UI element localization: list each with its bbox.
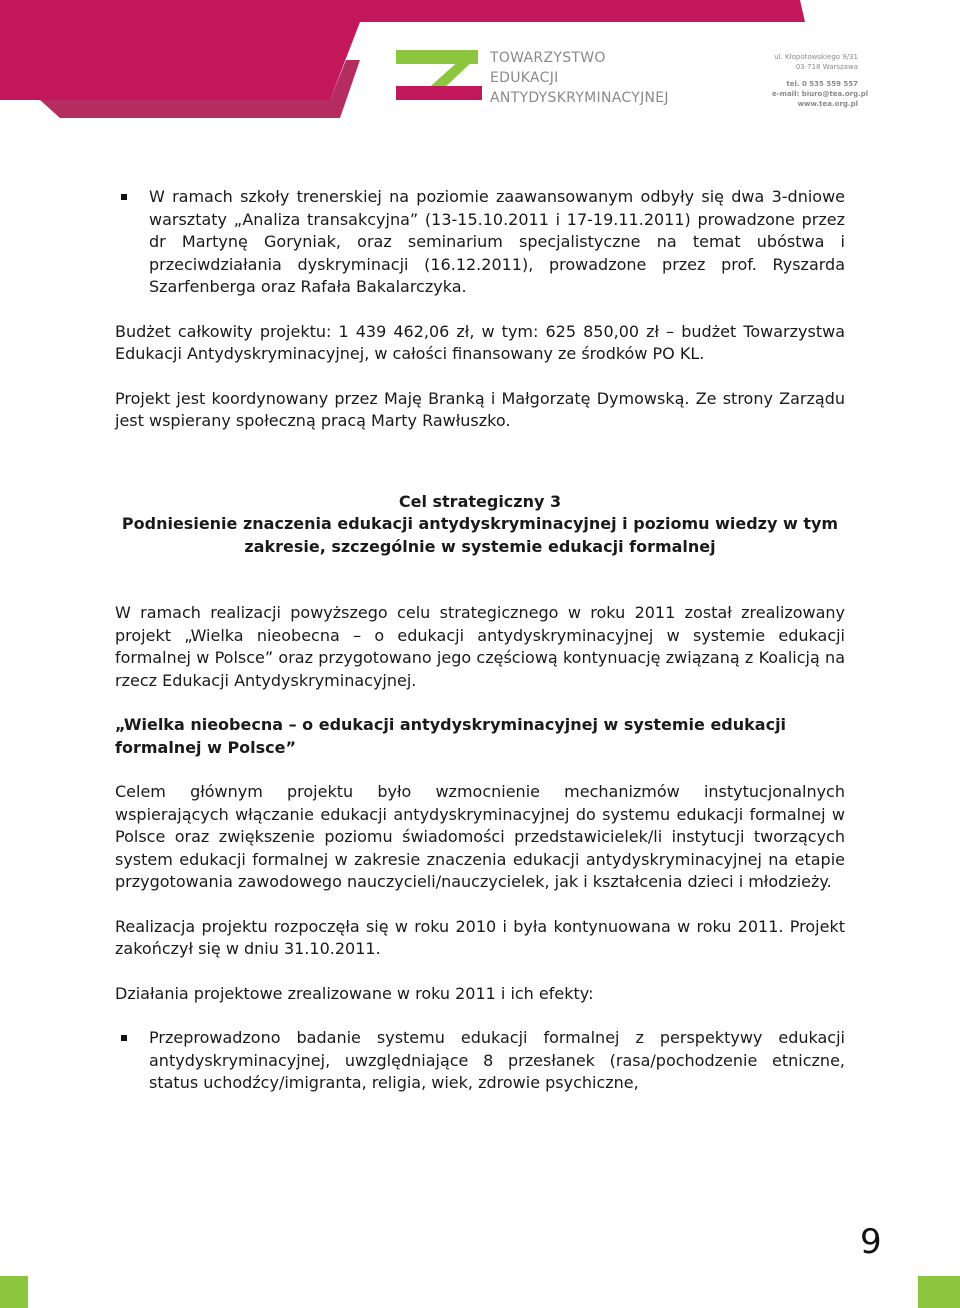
phone: tel. 0 535 559 557 (786, 80, 858, 88)
section-title: Cel strategiczny 3 (398, 491, 562, 511)
logo-wordmark (490, 48, 669, 108)
budget-paragraph: Budżet całkowity projektu: 1 439 462,06 zł, w tym: 625 850,00 zł – budżet Towarzystwa Edukacji Antydyskryminacyjnej, w całości finansowany ze środków PO KL. (115, 321, 845, 363)
contact-info (772, 52, 869, 109)
bullet-text: Przeprowadzono badanie systemu edukacji formalnej z perspektywy edukacji antydyskryminacyjnej, uwzględniające 8 przesłanek (rasa/pochodzenie etniczne, status uchodźcy/imigranta, religia, wiek, zdrowie psychiczne, (149, 1028, 845, 1092)
section-subtitle: Podniesienie znaczenia edukacji antydyskryminacyjnej i poziomu wiedzy w tym zakresie, szczególnie w systemie edukacji formalnej (121, 514, 839, 556)
bullet-text: W ramach szkoły trenerskiej na poziomie zaawansowanym odbyły się dwa 3-dniowe warsztaty „Analiza transakcyjna” (13-15.10.2011 i 17-19.11.2011) prowadzone przez dr Martynę Goryniak, oraz seminarium specjalistyczne na temat ubóstwa i przeciwdziałania dyskryminacji (16.12.2011), prowadzone przez prof. Ryszarda Szarfenberga oraz Rafała Bakalarczyka. (149, 187, 845, 296)
document-body (115, 186, 845, 1095)
coordination-paragraph: Projekt jest koordynowany przez Maję Branką i Małgorzatę Dymowską. Ze strony Zarządu jest wspierany społeczną pracą Marty Rawłuszko. (115, 388, 845, 430)
square-bullet-icon (121, 194, 127, 200)
actions-intro: Działania projektowe zrealizowane w roku 2011 i ich efekty: (115, 983, 594, 1003)
bullet-item (115, 186, 845, 299)
logo-line: ANTYDYSKRYMINACYJNEJ (490, 90, 669, 106)
footer-accent-right (918, 1276, 960, 1308)
project-heading: „Wielka nieobecna – o edukacji antydyskryminacyjnej w systemie edukacji formalnej w Polsce” (115, 715, 787, 757)
logo-line: TOWARZYSTWO (490, 50, 606, 66)
page-number: 9 (860, 1222, 882, 1262)
square-bullet-icon (121, 1035, 127, 1041)
logo-bar-bottom (396, 86, 482, 100)
logo-line: EDUKACJI (490, 70, 559, 86)
header (0, 0, 960, 140)
email: e-mail: biuro@tea.org.pl (772, 90, 869, 98)
goal-paragraph: W ramach realizacji powyższego celu strategicznego w roku 2011 został zrealizowany projekt „Wielka nieobecna – o edukacji antydyskryminacyjnej w systemie edukacji formalnej w Polsce” oraz przygotowano jego częściową kontynuację związaną z Koalicją na rzecz Edukacji Antydyskryminacyjnej. (115, 603, 845, 690)
project-goal-paragraph: Celem głównym projektu było wzmocnienie mechanizmów instytucjonalnych wspierających włączanie edukacji antydyskryminacyjnej do systemu edukacji formalnej w Polsce oraz zwiększenie poziomu świadomości przedstawicielek/li instytucji tworzących system edukacji formalnej w zakresie znaczenia edukacji antydyskryminacyjnej na etapie przygotowania zawodowego nauczycieli/nauczycielek, jak i kształcenia dzieci i młodzieży. (115, 782, 845, 891)
footer-accent-left (0, 1276, 28, 1308)
address-line: ul. Kłopotowskiego 9/31 (774, 53, 858, 61)
realization-paragraph: Realizacja projektu rozpoczęła się w roku 2010 i była kontynuowana w roku 2011. Projekt zakończył się w dniu 31.10.2011. (115, 916, 845, 958)
address-line: 03-718 Warszawa (795, 63, 858, 71)
website: www.tea.org.pl (797, 100, 858, 108)
bullet-item (115, 1027, 845, 1095)
